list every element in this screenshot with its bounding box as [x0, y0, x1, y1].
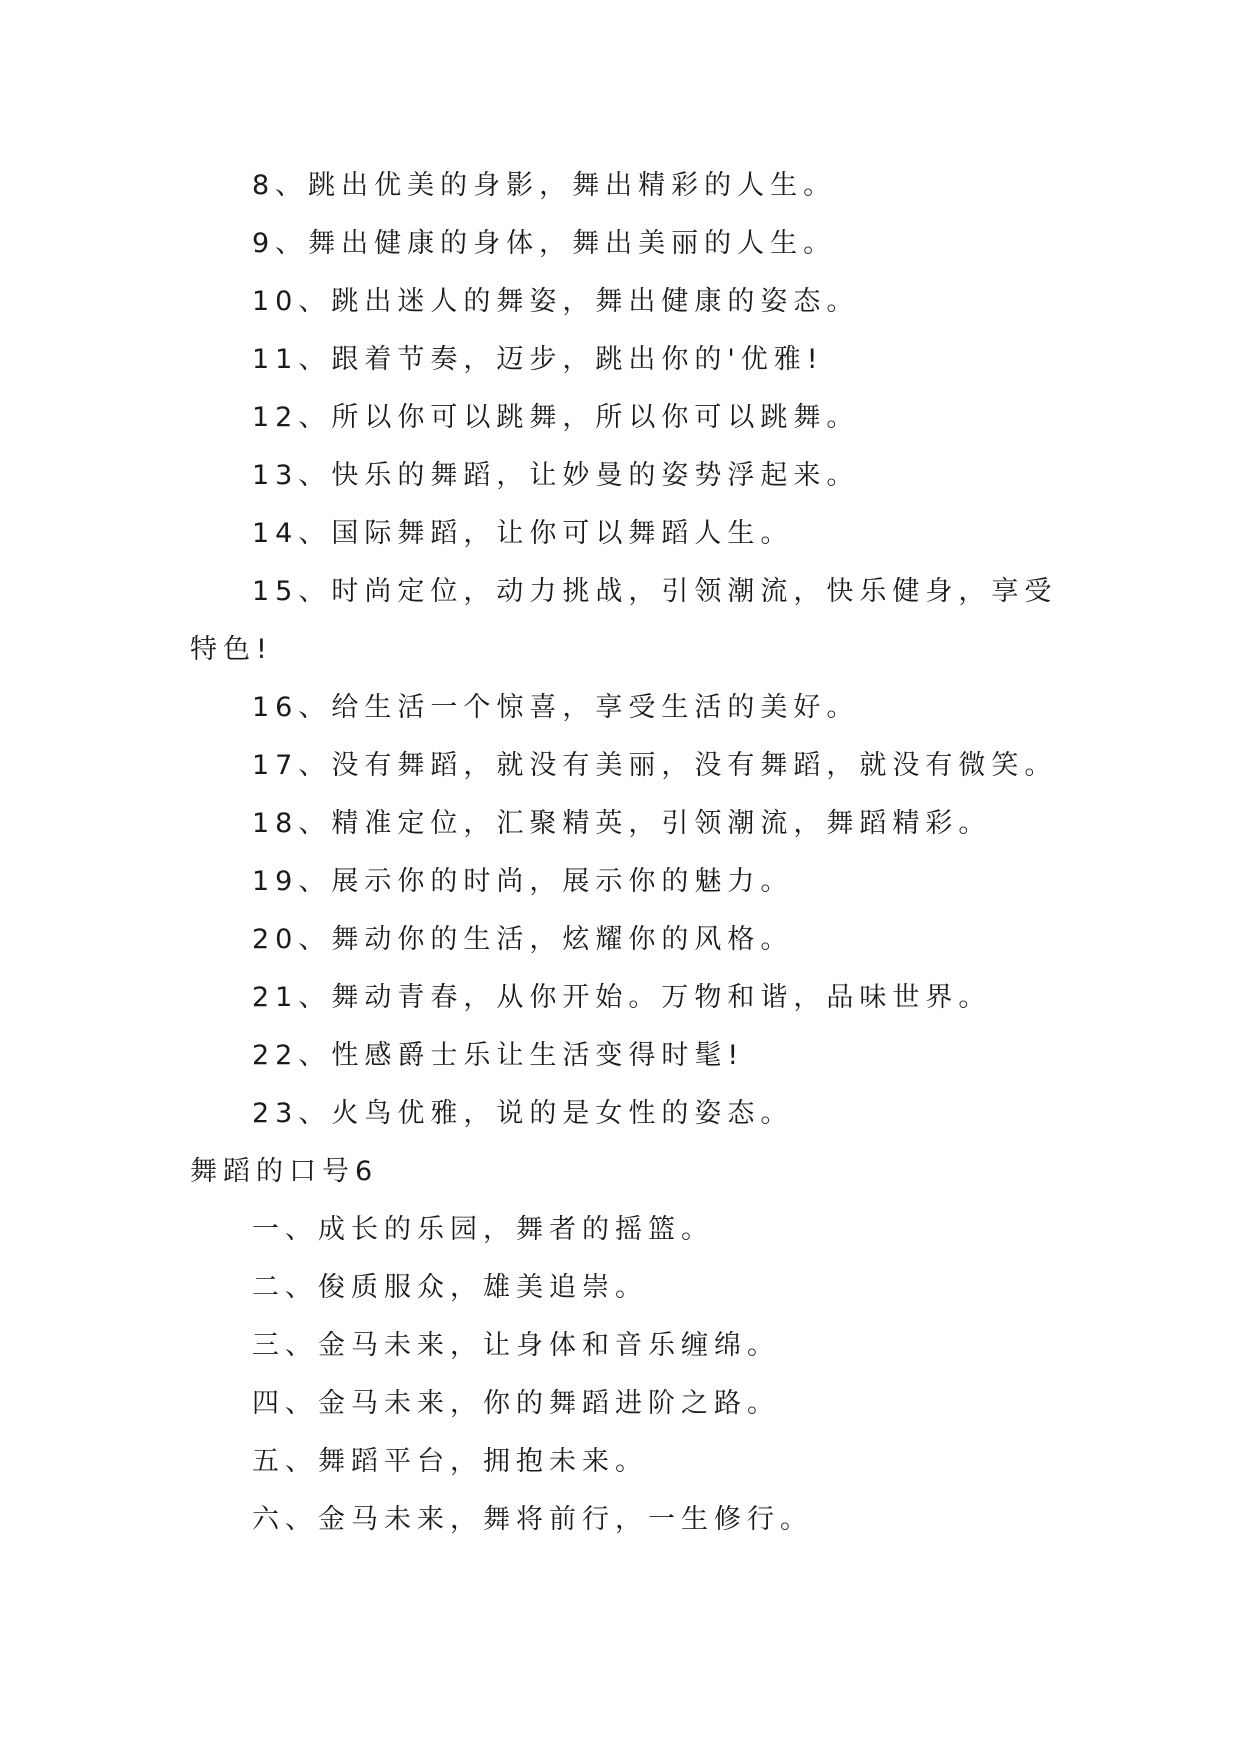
slogan-line-15-continued: 特色! — [190, 634, 273, 665]
slogan-line-9: 9、舞出健康的身体，舞出美丽的人生。 — [252, 228, 837, 259]
slogan-line-four: 四、金马未来，你的舞蹈进阶之路。 — [252, 1388, 780, 1419]
slogan-line-23: 23、火鸟优雅，说的是女性的姿态。 — [252, 1098, 794, 1129]
section-heading: 舞蹈的口号6 — [190, 1156, 379, 1187]
slogan-line-10: 10、跳出迷人的舞姿，舞出健康的姿态。 — [252, 286, 860, 317]
slogan-line-13: 13、快乐的舞蹈，让妙曼的姿势浮起来。 — [252, 460, 860, 491]
slogan-line-18: 18、精准定位，汇聚精英，引领潮流，舞蹈精彩。 — [252, 808, 992, 839]
slogan-line-22: 22、性感爵士乐让生活变得时髦! — [252, 1040, 745, 1071]
slogan-line-20: 20、舞动你的生活，炫耀你的风格。 — [252, 924, 794, 955]
slogan-line-two: 二、俊质服众，雄美追崇。 — [252, 1272, 648, 1303]
slogan-line-15: 15、时尚定位，动力挑战，引领潮流，快乐健身，享受 — [252, 576, 1058, 607]
slogan-line-16: 16、给生活一个惊喜，享受生活的美好。 — [252, 692, 860, 723]
slogan-line-19: 19、展示你的时尚，展示你的魅力。 — [252, 866, 794, 897]
slogan-line-five: 五、舞蹈平台，拥抱未来。 — [252, 1446, 648, 1477]
slogan-line-14: 14、国际舞蹈，让你可以舞蹈人生。 — [252, 518, 794, 549]
slogan-line-six: 六、金马未来，舞将前行，一生修行。 — [252, 1504, 813, 1535]
slogan-line-11: 11、跟着节奏，迈步，跳出你的'优雅! — [252, 344, 824, 375]
slogan-line-one: 一、成长的乐园，舞者的摇篮。 — [252, 1214, 714, 1245]
slogan-line-21: 21、舞动青春，从你开始。万物和谐，品味世界。 — [252, 982, 992, 1013]
slogan-line-8: 8、跳出优美的身影，舞出精彩的人生。 — [252, 170, 837, 201]
slogan-line-three: 三、金马未来，让身体和音乐缠绵。 — [252, 1330, 780, 1361]
slogan-line-17: 17、没有舞蹈，就没有美丽，没有舞蹈，就没有微笑。 — [252, 750, 1058, 781]
slogan-line-12: 12、所以你可以跳舞，所以你可以跳舞。 — [252, 402, 860, 433]
